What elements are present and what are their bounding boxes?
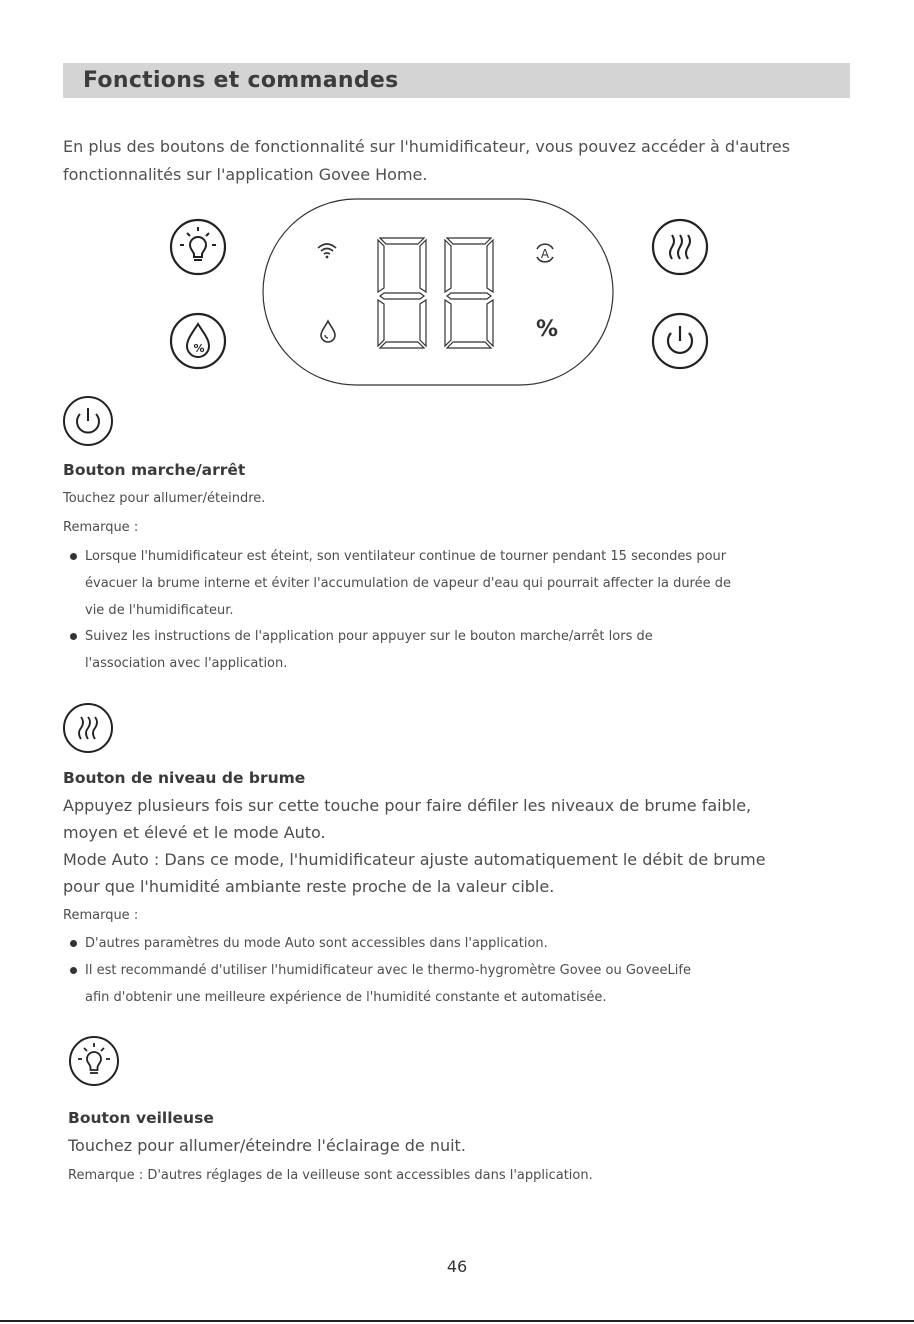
bullet-dot xyxy=(70,940,77,947)
mist-line-1: Appuyez plusieurs fois sur cette touche pour faire défiler les niveaux de brume faible, xyxy=(63,796,752,815)
display-panel xyxy=(262,198,614,386)
mist-line-4: pour que l'humidité ambiante reste proche de la valeur cible. xyxy=(63,877,555,896)
water-drop-percent-icon xyxy=(169,312,227,370)
mist-waves-icon xyxy=(651,218,709,276)
night-light-section-title: Bouton veilleuse xyxy=(68,1109,214,1127)
auto-mode-icon xyxy=(533,241,557,269)
power-section-title: Bouton marche/arrêt xyxy=(63,461,246,479)
mist-button-icon xyxy=(62,702,114,754)
percent-symbol: % xyxy=(536,317,559,342)
mist-section-title: Bouton de niveau de brume xyxy=(63,769,306,787)
bullet-dot xyxy=(70,633,77,640)
page-title: Fonctions et commandes xyxy=(83,68,399,93)
power-bullet-2-line-1: Suivez les instructions de l'application pour appuyer sur le bouton marche/arrêt lors de xyxy=(85,629,653,644)
power-button-icon xyxy=(62,395,114,447)
svg-text:%: % xyxy=(193,342,205,355)
power-note-label: Remarque : xyxy=(63,520,139,535)
mist-line-3: Mode Auto : Dans ce mode, l'humidificateur ajuste automatiquement le débit de brume xyxy=(63,850,766,869)
power-description: Touchez pour allumer/éteindre. xyxy=(63,491,266,506)
light-bulb-icon xyxy=(169,218,227,276)
power-bullet-1-line-3: vie de l'humidificateur. xyxy=(85,603,234,618)
intro-paragraph xyxy=(63,133,863,189)
night-light-line-1: Touchez pour allumer/éteindre l'éclairage de nuit. xyxy=(68,1136,466,1155)
night-light-note: Remarque : D'autres réglages de la veilleuse sont accessibles dans l'application. xyxy=(68,1168,593,1183)
auto-letter: A xyxy=(540,247,550,261)
page-number: 46 xyxy=(446,1257,468,1276)
intro-line-1: En plus des boutons de fonctionnalité sur l'humidificateur, vous pouvez accéder à d'autres xyxy=(63,137,791,156)
section-header xyxy=(63,63,850,98)
power-icon xyxy=(651,312,709,370)
power-bullet-2-line-2: l'association avec l'application. xyxy=(85,656,288,671)
mist-line-2: moyen et élevé et le mode Auto. xyxy=(63,823,326,842)
intro-line-2: fonctionnalités sur l'application Govee Home. xyxy=(63,165,428,184)
bullet-dot xyxy=(70,553,77,560)
mist-note-label: Remarque : xyxy=(63,908,139,923)
bullet-dot xyxy=(70,967,77,974)
mist-bullet-2-line-2: afin d'obtenir une meilleure expérience de l'humidité constante et automatisée. xyxy=(85,990,607,1005)
footer-divider xyxy=(0,1320,914,1322)
water-drop-icon xyxy=(319,319,337,347)
power-bullet-1-line-1: Lorsque l'humidificateur est éteint, son ventilateur continue de tourner pendant 15 secondes pour xyxy=(85,549,727,564)
power-bullet-1-line-2: évacuer la brume interne et éviter l'accumulation de vapeur d'eau qui pourrait affecter la durée de xyxy=(85,576,731,591)
wifi-icon xyxy=(316,241,338,265)
night-light-button-icon xyxy=(68,1035,120,1087)
mist-bullet-1: D'autres paramètres du mode Auto sont accessibles dans l'application. xyxy=(85,936,548,951)
mist-bullet-2-line-1: Il est recommandé d'utiliser l'humidificateur avec le thermo-hygromètre Govee ou GoveeLife xyxy=(85,963,691,978)
